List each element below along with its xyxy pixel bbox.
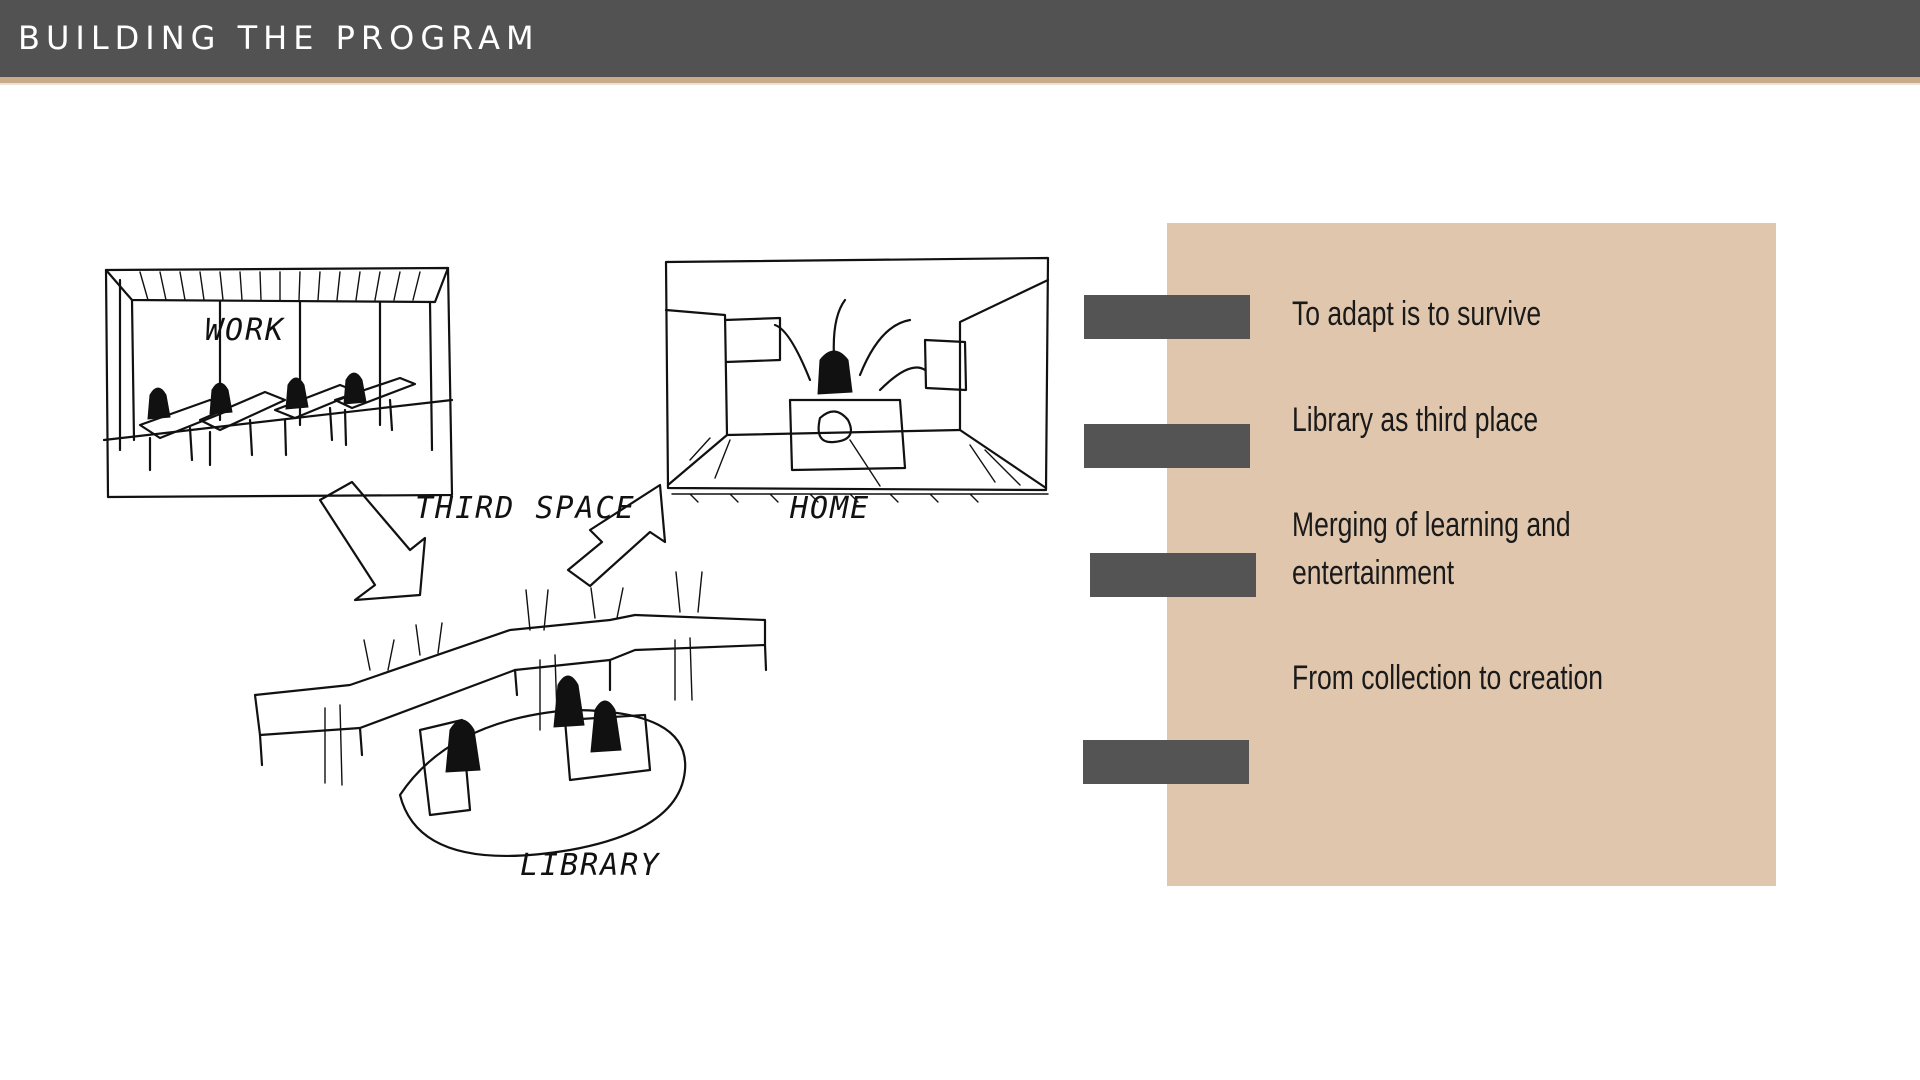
- flow-arrows: [320, 482, 665, 600]
- list-item-text: To adapt is to survive: [1292, 295, 1542, 333]
- list-item-text-continued: entertainment: [1292, 554, 1455, 592]
- bullet-tab-3: [1090, 553, 1256, 597]
- bullet-tab-1: [1084, 295, 1250, 339]
- list-item: [1292, 501, 1651, 597]
- home-sketch: [666, 258, 1048, 526]
- header-accent-rule-light: [0, 83, 1920, 85]
- list-item-text: Library as third place: [1292, 401, 1539, 439]
- third-space-label: THIRD SPACE: [415, 491, 636, 526]
- list-item: [1292, 290, 1651, 338]
- home-label: HOME: [790, 491, 871, 526]
- list-item: [1292, 654, 1651, 702]
- work-label: WORK: [205, 313, 286, 348]
- library-label: LIBRARY: [520, 848, 661, 880]
- work-sketch: [104, 268, 452, 497]
- library-sketch: [255, 572, 766, 880]
- list-item-text: Merging of learning and: [1292, 506, 1571, 544]
- list-item: [1292, 396, 1651, 444]
- list-item-text: From collection to creation: [1292, 659, 1604, 697]
- bullet-tab-2: [1084, 424, 1250, 468]
- concept-sketch: [90, 250, 1070, 880]
- concept-sketch-drawing: [90, 250, 1070, 880]
- slide-header: [0, 0, 1920, 77]
- slide-title: BUILDING THE PROGRAM: [18, 19, 540, 57]
- bullet-tab-4: [1083, 740, 1249, 784]
